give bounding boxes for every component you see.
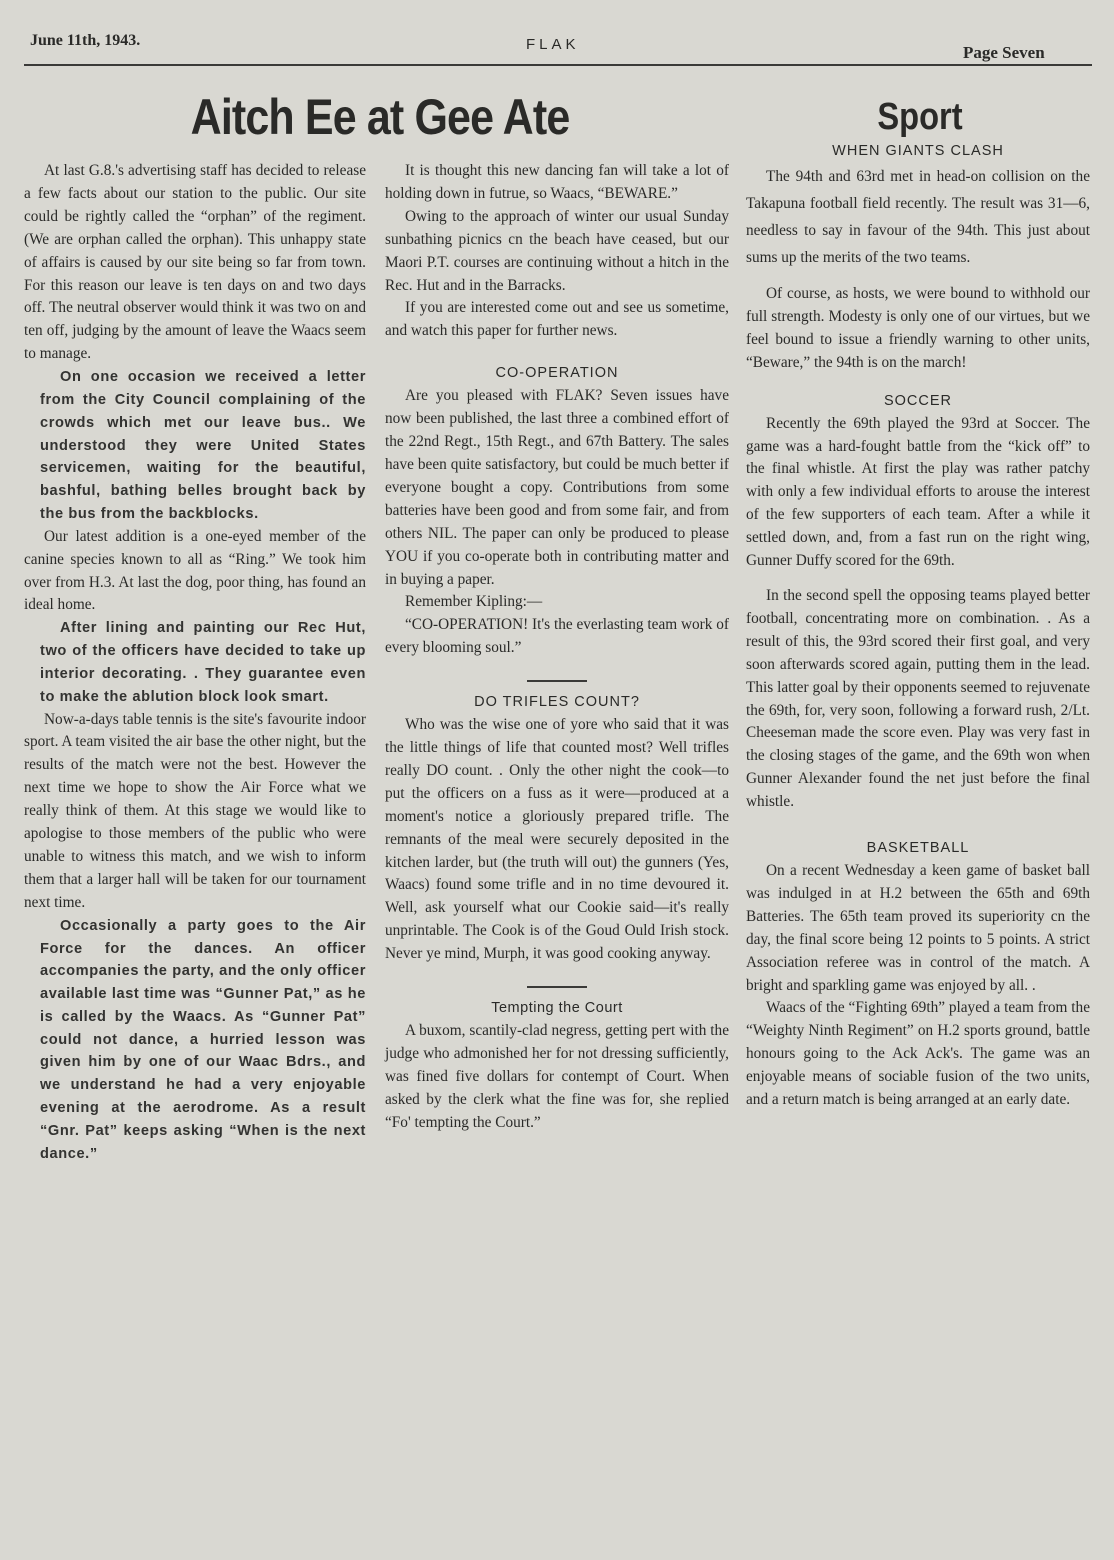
paragraph: It is thought this new dancing fan will take a lot of holding down in futrue, so Waacs, “BEWARE.”	[385, 162, 729, 202]
paragraph: Who was the wise one of yore who said that it was the little things of life that counted most? Well trifles really DO count. . Only the other night the cook—to put the officers on a fuss as it were—produced at a moment's notice a gloriously prepared trifle. The remnants of the meal were securely deposited in the kitchen larder, but (the truth will out) the gunners (Yes, Waacs) found some trifle and in no time devoured it. Well, ask yourself what our Cookie said—it's really unprintable. The Cook is of the Goud Ould Irish stock. Never ye mind, Murph, it was good cooking anyway.	[385, 716, 729, 963]
sport-title: Sport	[877, 96, 963, 138]
page-header	[0, 0, 1114, 70]
paragraph: Recently the 69th played the 93rd at Soccer. The game was a hard-fought battle from the “kick off” to the final whistle. At first the play was rather patchy with only a few individual efforts to arouse the interest of the few supporters of each team. After a while it settled down, and, from a fast run on the right wing, Gunner Duffy scored for the 69th.	[746, 414, 1090, 570]
paragraph: At last G.8.'s advertising staff has decided to release a few facts about our station to the public. Our site could be rightly called the “orphan” of the regiment. (We are orphan called the orphan). This unhappy state of affairs is caused by our site being so far from town. For this reason our leave is ten days on and two days off. The neutral observer would think it was two on and ten off, judging by the amount of leave the Waacs seem to manage.	[24, 162, 366, 363]
paragraph: Occasionally a party goes to the Air Force for the dances. An officer accompanies the party, and the only officer available last time was “Gunner Pat,” as he is called by the Waacs. As “Gunner Pat” could not dance, a hurried lesson was given him by one of our Waac Bdrs., and we understand he had a very enjoyable evening at the aerodrome. As a result “Gnr. Pat” keeps asking “When is the next dance.”	[40, 917, 366, 1162]
paragraph: After lining and painting our Rec Hut, two of the officers have decided to take up interior decorating. . They guarantee even to make the ablution block look smart.	[40, 620, 366, 705]
paragraph: The 94th and 63rd met in head-on collision on the Takapuna football field recently. The result was 31—6, needless to say in favour of the 94th. This just about sums up the merits of the two teams.	[746, 168, 1090, 266]
column-sport	[746, 143, 1090, 1112]
section-heading-cooperation: CO-OPERATION	[495, 365, 619, 382]
column-middle	[385, 160, 729, 1135]
issue-date: June 11th, 1943.	[30, 32, 141, 49]
page-number: Page Seven	[963, 43, 1045, 62]
paragraph: “CO-OPERATION! It's the everlasting team work of every blooming soul.”	[385, 616, 729, 657]
paragraph: Are you pleased with FLAK? Seven issues have now been published, the last three a combined effort of the 22nd Regt., 15th Regt., and 67th Battery. The sales have been quite satisfactory, but could be much better if everyone bought a copy. Contributions from some batteries have been good and from some fair, and from others NIL. The paper can only be produced to please YOU if you co-operate both in contributing matter and in buying a paper.	[385, 387, 729, 588]
section-divider	[527, 986, 587, 988]
paragraph: A buxom, scantily-clad negress, getting pert with the judge who admonished her for not dressing sufficiently, was fined five dollars for contempt of Court. When asked by the clerk what the fine was for, she replied “Fo' tempting the Court.”	[385, 1022, 729, 1131]
paragraph: Remember Kipling:—	[405, 593, 543, 611]
page-headline: Aitch Ee at Gee Ate	[190, 89, 570, 145]
paragraph: On a recent Wednesday a keen game of basket ball was indulged in at H.2 between the 65th and 69th Batteries. The 65th team proved its superiority cn the day, the final score being 12 points to 5 points. A strict Association referee was in control of the match. A bright and sparkling game was enjoyed by all. .	[746, 862, 1090, 994]
paragraph: Now-a-days table tennis is the site's favourite indoor sport. A team visited the air base the other night, but the results of the match were not the best. However the next time we hope to show the Air Force what we really think of them. At this stage we would like to apologise to those members of the public who were unable to witness this match, and we wish to inform them that a larger hall will be taken for our tournament next time.	[24, 710, 366, 911]
section-heading-soccer: SOCCER	[883, 392, 953, 409]
section-heading-court: Tempting the Court	[491, 1000, 623, 1017]
section-divider	[527, 680, 587, 682]
paragraph: Our latest addition is a one-eyed member of the canine species known to all as “Ring.” We took him over from H.3. At last the dog, poor thing, has found an ideal home.	[24, 527, 366, 614]
paragraph: Of course, as hosts, we were bound to withhold our full strength. Modesty is only one of our virtues, but we feel bound to issue a friendly warning to other units, “Beware,” the 94th is on the march!	[746, 285, 1090, 371]
header-rule	[24, 64, 1092, 66]
section-heading-basketball: BASKETBALL	[866, 840, 970, 857]
column-station-news	[24, 160, 366, 1165]
section-heading-giants: WHEN GIANTS CLASH	[832, 143, 1004, 159]
paragraph: If you are interested come out and see us sometime, and watch this paper for further news.	[385, 299, 729, 340]
paragraph: In the second spell the opposing teams played better football, concentrating more on combination. . As a result of this, the 93rd scored their first goal, and very soon afterwards scored again, putting them in the lead. This latter goal by their opponents seemed to rejuvenate the 69th, for, very soon, following a forward rush, 2/Lt. Cheeseman made the score even. Play was very fast in the closing stages of the game, and the 69th won when Gunner Alexander found the net just before the final whistle.	[746, 586, 1090, 811]
paragraph: Owing to the approach of winter our usual Sunday sunbathing picnics cn the beach have ceased, but our Maori P.T. courses are continuing without a hitch in the Rec. Hut and in the Barracks.	[385, 207, 729, 294]
section-heading-trifles: DO TRIFLES COUNT?	[474, 694, 640, 711]
paragraph: On one occasion we received a letter from the City Council complaining of the crowds which met our leave bus.. We understood they were United States servicemen, waiting for the beautiful, bashful, bathing belles brought back by the bus from the backblocks.	[40, 369, 366, 522]
paragraph: Waacs of the “Fighting 69th” played a team from the “Weighty Ninth Regiment” on H.2 sports ground, battle honours going to the Ack Ack's. The game was an enjoyable means of sociable fusion of the two units, and a return match is being arranged at an early date.	[746, 999, 1090, 1109]
paper-name: FLAK	[526, 36, 580, 53]
